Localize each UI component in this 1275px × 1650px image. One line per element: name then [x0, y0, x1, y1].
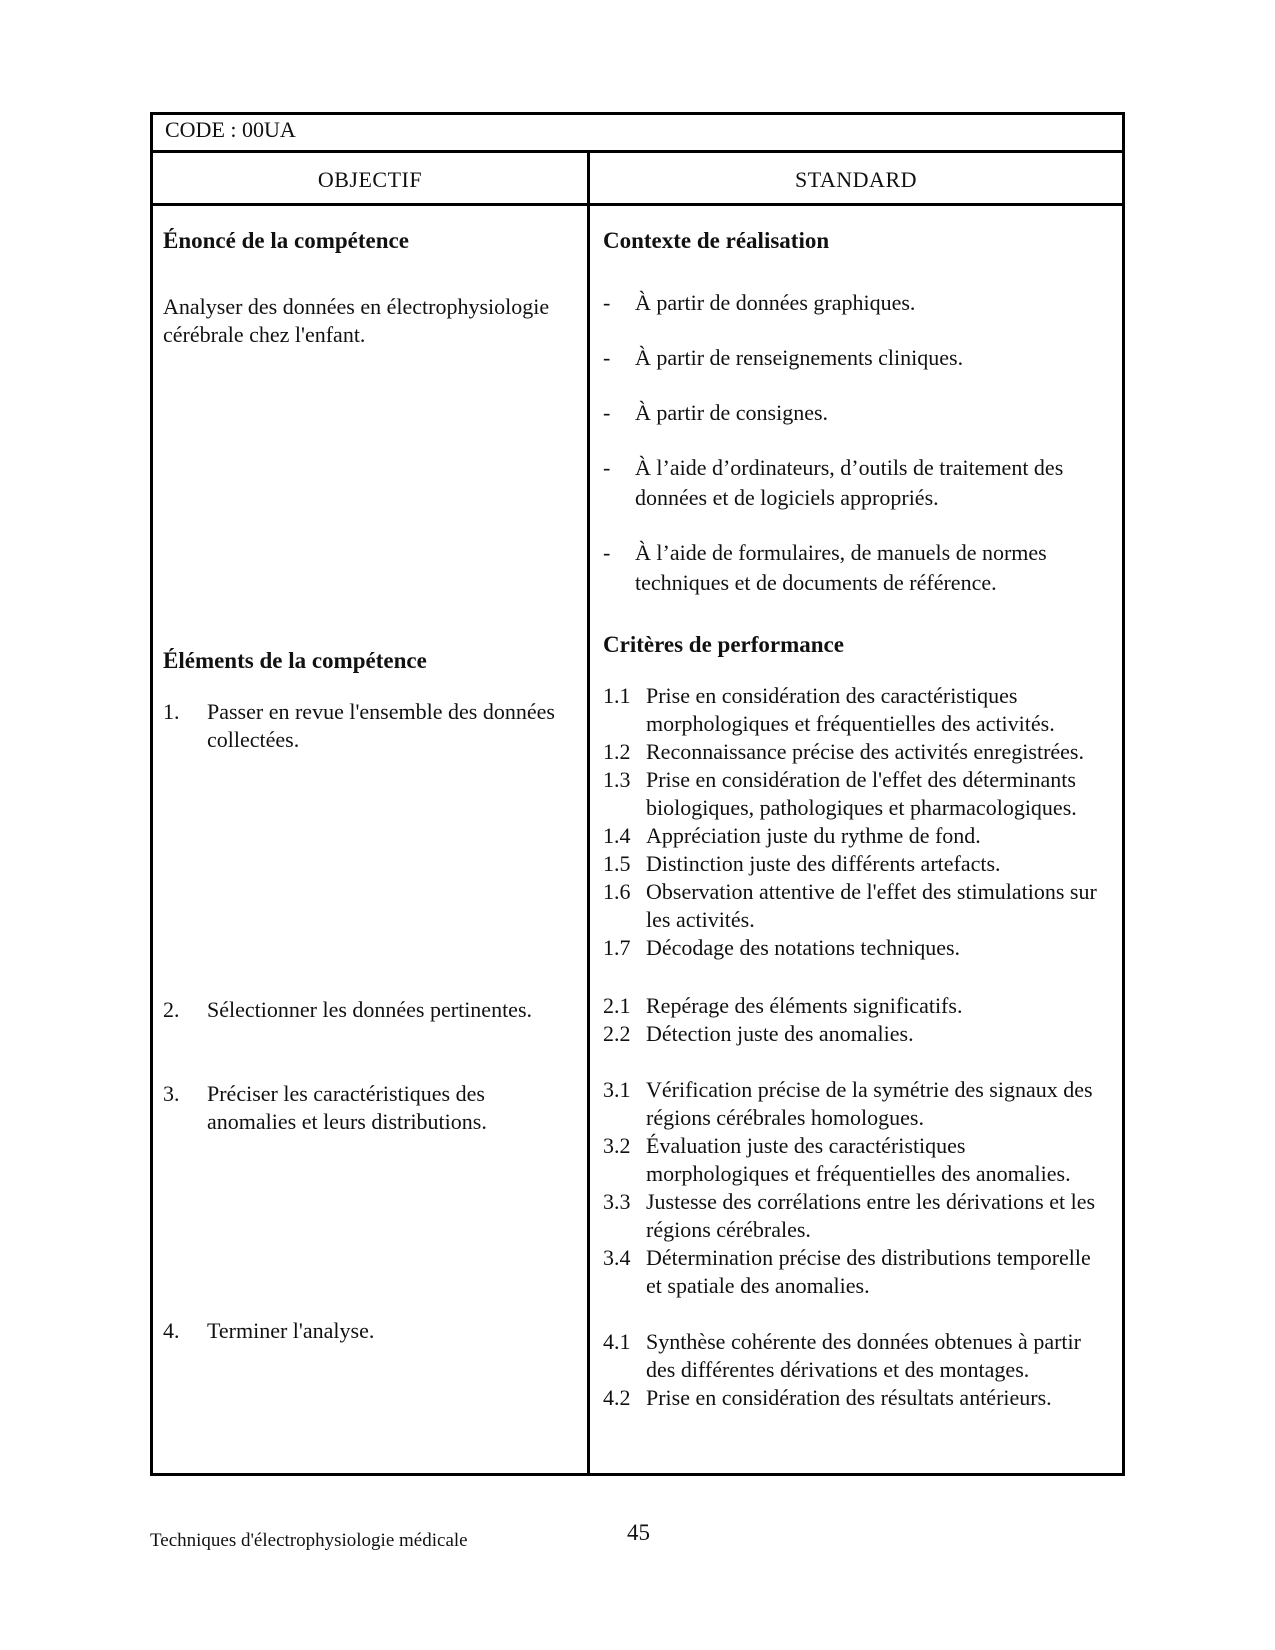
criteria-group-2	[603, 992, 1112, 1048]
table-body	[153, 206, 1122, 1473]
criterion: 1.7 Décodage des notations techniques.	[603, 935, 961, 960]
criterion: 1.4 Appréciation juste du rythme de fond.	[603, 823, 981, 848]
element-item: 3. Préciser les caractéristiques des anomalies et leurs distributions.	[163, 1081, 487, 1134]
contexte-list	[603, 288, 1112, 598]
criterion: 1.6 Observation attentive de l'effet des stimulations sur les activités.	[603, 879, 1097, 932]
criteria-group-3	[603, 1076, 1112, 1300]
code-row: CODE : 00UA	[153, 115, 1122, 153]
criterion: 1.2 Reconnaissance précise des activités enregistrées.	[603, 739, 1084, 764]
criterion: 3.3 Justesse des corrélations entre les dérivations et les régions cérébrales.	[603, 1189, 1096, 1242]
element-item: 1. Passer en revue l'ensemble des données collectées.	[163, 699, 555, 752]
contexte-item: - À partir de données graphiques.	[603, 290, 916, 315]
header-standard: STANDARD	[794, 167, 918, 192]
contexte-item: - À l’aide d’ordinateurs, d’outils de traitement des données et de logiciels appropriés.	[603, 455, 1064, 510]
element-item: 2. Sélectionner les données pertinentes.	[163, 997, 533, 1022]
footer-title: Techniques d'électrophysiologie médicale	[150, 1530, 468, 1551]
criterion: 1.3 Prise en considération de l'effet des déterminants biologiques, pathologiques et pharmacologiques.	[603, 767, 1077, 820]
criteres-title: Critères de performance	[603, 632, 844, 657]
element-list	[163, 698, 577, 1345]
criterion: 2.2 Détection juste des anomalies.	[603, 1021, 914, 1046]
competency-table	[150, 112, 1125, 1476]
criterion: 4.2 Prise en considération des résultats antérieurs.	[603, 1385, 1052, 1410]
standard-column	[590, 206, 1122, 1473]
element-item: 4. Terminer l'analyse.	[163, 1318, 375, 1343]
criterion: 4.1 Synthèse cohérente des données obtenues à partir des différentes dérivations et des montages.	[603, 1329, 1081, 1382]
criterion: 1.1 Prise en considération des caractéristiques morphologiques et fréquentielles des activités.	[603, 683, 1055, 736]
criteria-group-4	[603, 1328, 1112, 1412]
criterion: 3.1 Vérification précise de la symétrie des signaux des régions cérébrales homologues.	[603, 1077, 1093, 1130]
contexte-item: - À partir de renseignements cliniques.	[603, 345, 964, 370]
enonce-title: Énoncé de la compétence	[163, 228, 409, 253]
criterion: 3.2 Évaluation juste des caractéristiques morphologiques et fréquentielles des anomalies.	[603, 1133, 1071, 1186]
criterion: 3.4 Détermination précise des distributions temporelle et spatiale des anomalies.	[603, 1245, 1091, 1298]
contexte-item: - À partir de consignes.	[603, 400, 829, 425]
criteria-group-1	[603, 682, 1112, 962]
criterion: 2.1 Repérage des éléments significatifs.	[603, 993, 963, 1018]
contexte-title: Contexte de réalisation	[603, 228, 830, 253]
contexte-item: - À l’aide de formulaires, de manuels de normes techniques et de documents de référence.	[603, 540, 1047, 595]
page-number: 45	[627, 1520, 650, 1545]
elements-title: Éléments de la compétence	[163, 648, 427, 673]
criterion: 1.5 Distinction juste des différents artefacts.	[603, 851, 1001, 876]
header-row	[153, 153, 1122, 206]
enonce-text: Analyser des données en électrophysiologie cérébrale chez l'enfant.	[163, 294, 550, 347]
header-objectif: OBJECTIF	[153, 153, 590, 203]
objectif-column	[153, 206, 590, 1473]
